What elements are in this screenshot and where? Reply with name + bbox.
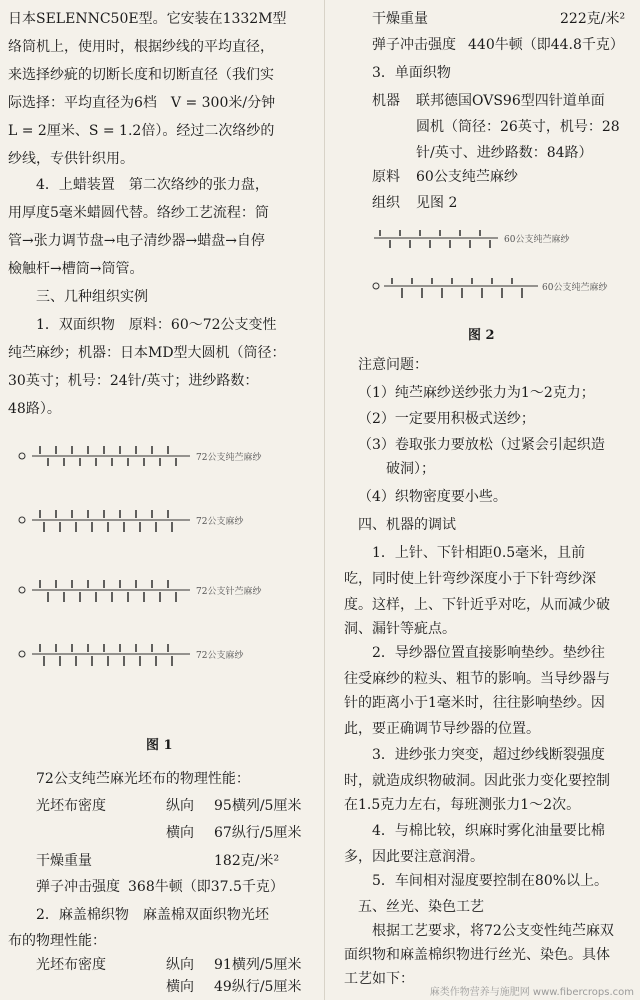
p4-line: 4．与棉比较，织麻时雾化油量要比棉 (372, 823, 605, 839)
item4-line: 檢触杆→槽筒→筒管。 (8, 261, 144, 277)
machine-line: 圆机（筒径：26英寸，机号：28 (416, 119, 620, 135)
item1-line: 48路）。 (8, 401, 61, 417)
figure-label: 72公支麻纱 (196, 517, 244, 527)
item1-line: 30英寸；机号：24针/英寸；进纱路数： (8, 373, 259, 389)
intro-line: 络筒机上，使用时，根据纱线的平均直径， (8, 39, 274, 55)
figure-caption: 图 1 (146, 738, 173, 753)
figure-caption: 图 2 (468, 328, 495, 343)
intro-line: 日本SELENNC50E型。它安装在1332M型 (8, 11, 287, 27)
needle-row (19, 510, 190, 532)
density-direction: 横向 (166, 825, 194, 841)
material-value: 60公支纯苎麻纱 (416, 169, 518, 185)
p6-line: 面织物和麻盖棉织物进行丝光、染色。具体 (344, 947, 610, 963)
needle-row (374, 230, 498, 248)
note-item: （3）卷取张力要放松（过紧会引起织造 (358, 437, 605, 453)
note-item: （1）纯苎麻纱送纱张力为1～2克力； (358, 385, 595, 401)
intro-line: 际选择：平均直径为6档 V = 300米/分钟 (8, 95, 276, 111)
knit-diagram-2 (368, 220, 628, 310)
item4-line: 管→张力调节盘→电子清纱器→蜡盘→自停 (8, 233, 265, 249)
density-value: 91横列/5厘米 (214, 957, 302, 973)
section-title: 三、几种组织实例 (36, 289, 148, 305)
p2-line: 此，要正确调节导纱器的位置。 (344, 721, 540, 737)
p2-line: 针的距离小于1毫米时，往往影响垫纱。因 (344, 695, 605, 711)
machine-line: 联邦德国OVS96型四针道单面 (416, 93, 605, 109)
needle-row (19, 446, 190, 466)
machine-line: 针/英寸、进纱路数：84路） (416, 145, 593, 161)
p4-line: 多，因此要注意润滑。 (344, 849, 484, 865)
item1-line: 纯苎麻纱；机器：日本MD型大圆机（筒径： (8, 345, 286, 361)
p1-line: 洞、漏针等疵点。 (344, 621, 456, 637)
density-value: 49纵行/5厘米 (214, 979, 302, 995)
intro-line: 来选择纱疵的切断长度和切断直径（我们实 (8, 67, 274, 83)
figure-label: 60公支纯苎麻纱 (504, 235, 570, 245)
p3-line: 在1.5克力左右，每班测张力1～2次。 (344, 797, 581, 813)
needle-row (19, 644, 190, 666)
dry-weight-value: 182克/米² (214, 853, 280, 869)
notes-title: 注意问题： (358, 357, 428, 373)
burst-label: 弹子冲击强度 (36, 879, 120, 895)
item3-title: 3．单面织物 (372, 65, 451, 81)
needle-row (19, 580, 190, 602)
p1-line: 度。这样，上、下针近乎对吃，从而减少破 (344, 597, 610, 613)
figure-label: 72公支纯苎麻纱 (196, 453, 262, 463)
figure-label: 72公支针苎麻纱 (196, 587, 262, 597)
dry-weight-label: 干燥重量 (36, 853, 92, 869)
figure-2 (368, 220, 628, 310)
p2-line: 2．导纱器位置直接影响垫纱。垫纱往 (372, 645, 605, 661)
p3-line: 时，就造成织物破洞。因此张力变化要控制 (344, 773, 610, 789)
p2-line: 往受麻纱的粒头、粗节的影响。当导纱器与 (344, 671, 610, 687)
burst-value: 440牛顿（即44.8千克） (468, 37, 624, 53)
intro-line: 纱线，专供针织用。 (8, 151, 134, 167)
material-label: 原料 (372, 169, 400, 185)
needle-row (373, 278, 538, 298)
dry-weight-value: 222克/米² (560, 11, 626, 27)
density-direction: 纵向 (166, 798, 194, 814)
density-label: 光坯布密度 (36, 798, 106, 814)
density-value: 67纵行/5厘米 (214, 825, 302, 841)
structure-label: 组织 (372, 195, 400, 211)
structure-value: 见图 2 (416, 195, 458, 211)
density-value: 95横列/5厘米 (214, 798, 302, 814)
figure-label: 60公支纯苎麻纱 (542, 283, 608, 293)
item2-line: 布的物理性能： (8, 933, 106, 949)
p1-line: 1．上针、下针相距0.5毫米，且前 (372, 545, 586, 561)
note-item: （4）织物密度要小些。 (358, 489, 507, 505)
density-label: 光坯布密度 (36, 957, 106, 973)
section-title: 四、机器的调试 (358, 517, 456, 533)
p3-line: 3．进纱张力突变，超过纱线断裂强度 (372, 747, 605, 763)
figure-1 (10, 440, 310, 690)
item2-line: 2．麻盖棉织物 麻盖棉双面织物光坯 (36, 907, 269, 923)
knit-diagram-1 (10, 440, 310, 690)
p1-line: 吃，同时使上针弯纱深度小于下针弯纱深 (344, 571, 596, 587)
burst-label: 弹子冲击强度 (372, 37, 456, 53)
p5-line: 5．车间相对湿度要控制在80%以上。 (372, 873, 609, 889)
density-direction: 横向 (166, 979, 194, 995)
machine-label: 机器 (372, 93, 400, 109)
item1-line: 1．双面织物 原料：60～72公支变性 (36, 317, 277, 333)
figure-label: 72公支麻纱 (196, 651, 244, 661)
item4-line: 用厚度5毫米蜡圆代替。络纱工艺流程：筒 (8, 205, 269, 221)
properties-title: 72公支纯苎麻光坯布的物理性能： (36, 771, 250, 787)
intro-line: L = 2厘米、S = 1.2倍）。经过二次络纱的 (8, 123, 275, 139)
note-item: 破洞）； (386, 461, 435, 477)
section-title: 五、丝光、染色工艺 (358, 899, 484, 915)
burst-value: 368牛顿（即37.5千克） (128, 879, 284, 895)
p6-line: 根据工艺要求，将72公支变性纯苎麻双 (372, 923, 614, 939)
note-item: （2）一定要用积极式送纱； (358, 411, 535, 427)
item4-line: 4．上蜡装置 第二次络纱的张力盘， (36, 177, 269, 193)
column-divider (324, 0, 325, 1000)
density-direction: 纵向 (166, 957, 194, 973)
p6-line: 工艺如下： (344, 971, 414, 987)
watermark: 麻类作物营养与施肥网 www.fibercrops.com (429, 987, 634, 998)
dry-weight-label: 干燥重量 (372, 11, 428, 27)
